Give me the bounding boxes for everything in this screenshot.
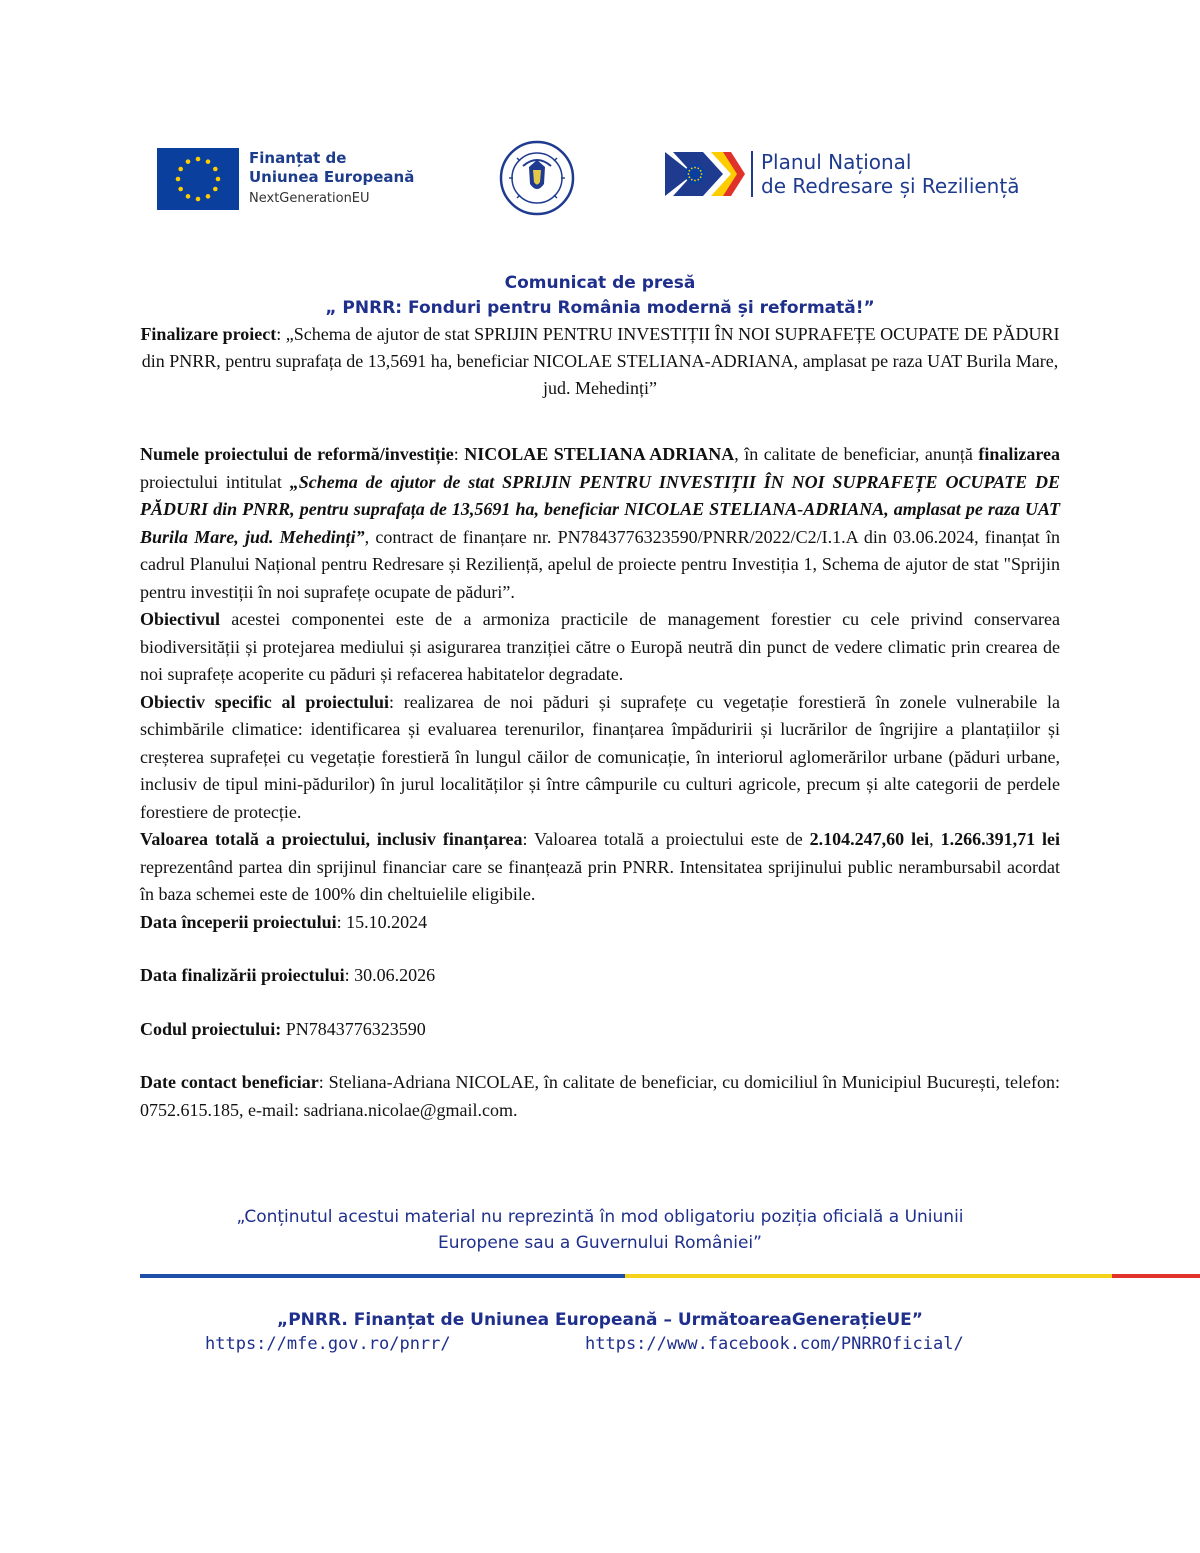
pnrr-logo-line2: de Redresare și Reziliență	[761, 174, 1020, 198]
eu-flag-icon	[157, 148, 239, 210]
end-date-paragraph	[140, 962, 1060, 990]
total-value: 2.104.247,60 lei	[809, 829, 930, 849]
government-seal-icon	[499, 140, 575, 221]
project-name-label: Numele proiectului de reformă/investiție	[140, 444, 454, 464]
disclaimer-line1: „Conținutul acestui material nu reprezintă în mod obligatoriu poziția oficială a Uniunii	[236, 1207, 964, 1227]
value-label: Valoarea totală a proiectului, inclusiv finanțarea	[140, 829, 523, 849]
footer-link-facebook[interactable]: https://www.facebook.com/PNRROficial/	[585, 1334, 964, 1354]
project-paragraph	[140, 441, 1060, 606]
disclaimer	[140, 1204, 1060, 1256]
text: reprezentând partea din sprijinul financiar care se finanțează prin PNRR. Intensitatea sprijinului public nerambursabil acordat în baza schemei este de 100% din cheltuielile eligibile.	[140, 856, 1060, 904]
pnrr-logo	[665, 150, 1019, 198]
pnrr-logo-text	[761, 150, 1019, 198]
document-body	[140, 441, 1060, 1124]
start-date-value: : 15.10.2024	[336, 911, 428, 932]
objective-paragraph	[140, 606, 1060, 689]
page-title: Comunicat de presă	[504, 273, 696, 293]
footer-title: „PNRR. Finanțat de Uniunea Europeană – UrmătoareaGenerațieUE”	[277, 1310, 923, 1330]
objective-label: Obiectivul	[140, 609, 220, 629]
value-paragraph	[140, 826, 1060, 909]
pnrr-value: 1.266.391,71 lei	[940, 829, 1060, 849]
start-date-paragraph	[140, 909, 1060, 937]
text: proiectului intitulat	[140, 471, 290, 492]
specific-objective-text: : realizarea de noi păduri și suprafețe cu vegetație forestieră în zonele vulnerabile la schimbările climatice: identificarea și evaluarea terenurilor, finanțarea împăduririi și lucrărilor de îngrijire a plantațiilor și creșterea suprafeței cu vegetație forestieră în lungul căilor de comunicație, în interiorul aglomerărilor urbane (păduri urbane, inclusiv de tipul mini-pădurilor) în jurul localităților și între câmpurile cu culturi agricole, precum și alte categorii de perdele forestiere de protecție.	[140, 691, 1060, 822]
intro-paragraph	[140, 321, 1060, 402]
text: , în calitate de beneficiar, anunță	[734, 444, 979, 464]
beneficiary-name: NICOLAE STELIANA ADRIANA	[464, 444, 735, 464]
contact-text: : Steliana-Adriana NICOLAE, în calitate de beneficiar, cu domiciliul în Municipiul București, telefon: 0752.615.185, e-mail: sadriana.nicolae@gmail.com.	[140, 1072, 1061, 1120]
tricolor-divider	[140, 1274, 1200, 1278]
eu-logo-text	[249, 149, 414, 209]
end-date-label: Data finalizării proiectului	[140, 965, 345, 985]
eu-logo-line3: NextGenerationEU	[249, 191, 370, 206]
eu-logo-line2: Uniunea Europeană	[249, 168, 415, 186]
specific-objective-label: Obiectiv specific al proiectului	[140, 691, 390, 712]
finalization-word: finalizarea	[978, 444, 1060, 464]
footer-link-mfe[interactable]: https://mfe.gov.ro/pnrr/	[205, 1334, 451, 1354]
page-subtitle: „ PNRR: Fonduri pentru România modernă și reformată!”	[325, 298, 875, 318]
disclaimer-line2: Europene sau a Guvernului României”	[438, 1233, 762, 1253]
pnrr-chevron-icon	[665, 150, 747, 198]
pnrr-logo-line1: Planul Național	[761, 150, 912, 174]
end-date-value: : 30.06.2026	[344, 965, 436, 985]
contract-text: , contract de finanțare nr. PN7843776323590/PNRR/2022/C2/I.1.A din 03.06.2024, finanțat în cadrul Planului Național pentru Redresare și Reziliență, apelul de proiecte pentru Investiția 1, Schema de ajutor de stat "Sprijin pentru investiții în noi suprafețe ocupate de păduri”.	[140, 526, 1060, 602]
separator: ,	[929, 829, 941, 849]
intro-label: Finalizare proiect	[140, 324, 277, 344]
project-code-value: PN7843776323590	[281, 1018, 426, 1039]
text: : Valoarea totală a proiectului este de	[522, 829, 810, 849]
eu-logo	[157, 148, 414, 210]
colon: :	[453, 444, 465, 464]
project-code-label: Codul proiectului:	[140, 1018, 282, 1039]
project-title: „Schema de ajutor de stat SPRIJIN PENTRU INVESTIȚII ÎN NOI SUPRAFEȚE OCUPATE DE PĂDURI din PNRR, pentru suprafața de 13,5691 ha, beneficiar NICOLAE STELIANA-ADRIANA, amplasat pe raza UAT Burila Mare, jud. Mehedinți”	[140, 471, 1060, 547]
objective-text: acestei componentei este de a armoniza practicile de management forestier cu cele privind conservarea biodiversității și protejarea mediului și asigurarea tranziției către o Europă neutră din punct de vedere climatic prin crearea de noi suprafețe acoperite cu păduri și refacerea habitatelor degradate.	[140, 609, 1060, 684]
specific-objective-paragraph	[140, 689, 1060, 827]
intro-text: : „Schema de ajutor de stat SPRIJIN PENTRU INVESTIȚII ÎN NOI SUPRAFEȚE OCUPATE DE PĂDURI din PNRR, pentru suprafața de 13,5691 ha, beneficiar NICOLAE STELIANA-ADRIANA, amplasat pe raza UAT Burila Mare, jud. Mehedinți”	[141, 324, 1060, 398]
contact-paragraph	[140, 1069, 1060, 1124]
start-date-label: Data începerii proiectului	[140, 911, 337, 932]
eu-logo-line1: Finanțat de	[249, 149, 347, 167]
project-code-paragraph	[140, 1016, 1060, 1044]
contact-label: Date contact beneficiar	[140, 1072, 319, 1092]
